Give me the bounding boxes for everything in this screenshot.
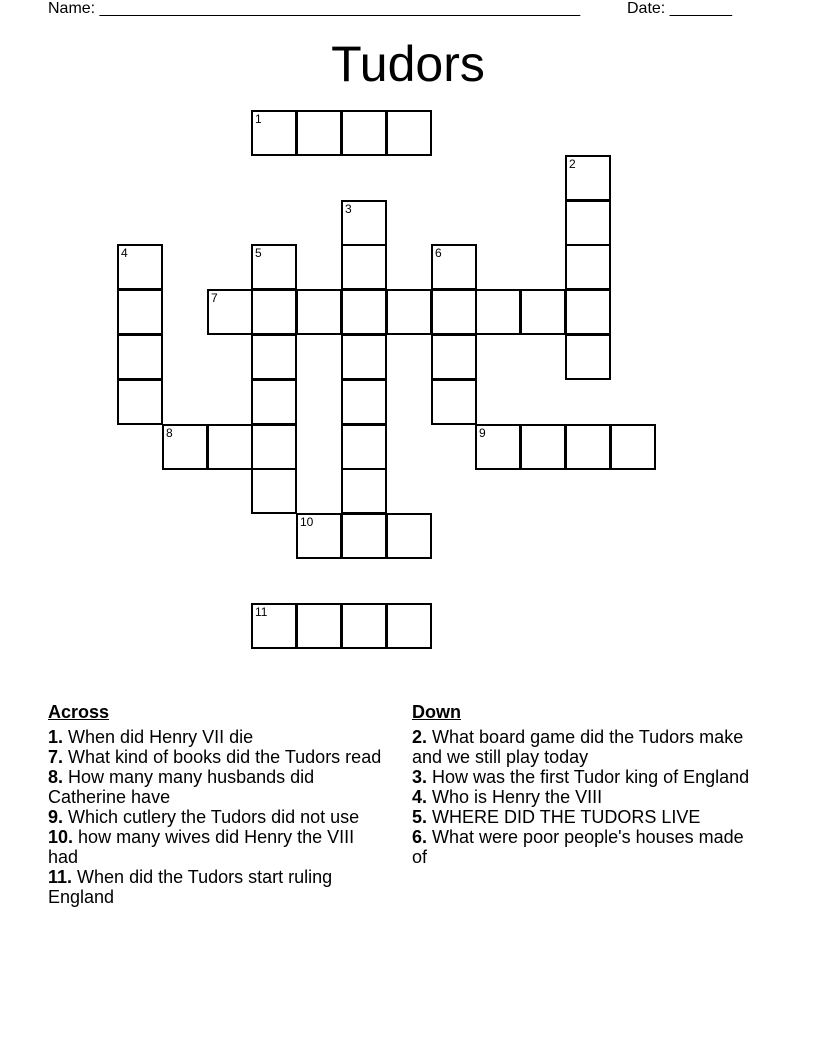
cell-number: 8 <box>166 426 173 440</box>
cell-number: 4 <box>121 246 128 260</box>
crossword-cell[interactable] <box>565 244 611 290</box>
across-heading: Across <box>48 702 110 722</box>
crossword-cell[interactable] <box>431 334 477 380</box>
crossword-cell[interactable] <box>162 424 208 470</box>
crossword-cell[interactable] <box>117 289 163 335</box>
crossword-cell[interactable] <box>565 289 611 335</box>
crossword-cell[interactable] <box>296 110 342 156</box>
clue-text: What kind of books did the Tudors read <box>68 747 382 767</box>
crossword-cell[interactable] <box>117 379 163 425</box>
crossword-cell[interactable] <box>565 200 611 246</box>
crossword-cell[interactable] <box>341 334 387 380</box>
clue-number: 5. <box>412 807 428 827</box>
clue-number: 3. <box>412 767 428 787</box>
clue-item <box>48 727 388 747</box>
across-clues <box>48 702 388 907</box>
cell-number: 11 <box>255 605 268 619</box>
clue-item <box>412 827 752 867</box>
crossword-cell[interactable] <box>341 244 387 290</box>
clue-text: How was the first Tudor king of England <box>432 767 750 787</box>
cell-number: 10 <box>300 515 314 529</box>
clue-number: 11. <box>48 867 73 887</box>
crossword-cell[interactable] <box>251 603 297 649</box>
cell-number: 2 <box>569 157 576 171</box>
clue-number: 10. <box>48 827 74 847</box>
crossword-cell[interactable] <box>251 334 297 380</box>
clue-text: How many many husbands did Catherine have <box>48 767 315 807</box>
cell-number: 5 <box>255 246 262 260</box>
crossword-cell[interactable] <box>386 513 432 559</box>
clue-item <box>48 827 388 867</box>
down-heading: Down <box>412 702 461 722</box>
clue-text: When did Henry VII die <box>68 727 254 747</box>
crossword-cell[interactable] <box>520 289 566 335</box>
crossword-cell[interactable] <box>296 289 342 335</box>
crossword-cell[interactable] <box>341 468 387 514</box>
crossword-cell[interactable] <box>386 110 432 156</box>
crossword-cell[interactable] <box>341 200 387 246</box>
cell-number: 1 <box>255 112 262 126</box>
crossword-cell[interactable] <box>386 289 432 335</box>
across-clue-list <box>48 727 388 907</box>
crossword-cell[interactable] <box>431 379 477 425</box>
crossword-cell[interactable] <box>251 244 297 290</box>
clue-number: 4. <box>412 787 428 807</box>
crossword-cell[interactable] <box>475 424 521 470</box>
crossword-cell[interactable] <box>207 289 253 335</box>
clue-number: 7. <box>48 747 64 767</box>
crossword-cell[interactable] <box>251 379 297 425</box>
clue-item <box>48 767 388 807</box>
crossword-cell[interactable] <box>565 424 611 470</box>
clue-number: 9. <box>48 807 64 827</box>
clue-number: 8. <box>48 767 64 787</box>
crossword-cell[interactable] <box>386 603 432 649</box>
crossword-cell[interactable] <box>207 424 253 470</box>
clue-number: 2. <box>412 727 428 747</box>
crossword-cell[interactable] <box>475 289 521 335</box>
clue-item <box>412 807 752 827</box>
clue-item <box>48 807 388 827</box>
clue-item <box>412 727 752 767</box>
name-field-line: Name: ______________________________________________________ <box>48 0 581 17</box>
clue-item <box>48 867 388 907</box>
cell-number: 6 <box>435 246 442 260</box>
clue-number: 6. <box>412 827 428 847</box>
crossword-cell[interactable] <box>431 244 477 290</box>
crossword-cell[interactable] <box>341 110 387 156</box>
clue-number: 1. <box>48 727 64 747</box>
clue-text: Who is Henry the VIII <box>432 787 603 807</box>
crossword-cell[interactable] <box>520 424 566 470</box>
crossword-cell[interactable] <box>341 289 387 335</box>
clue-text: Which cutlery the Tudors did not use <box>68 807 360 827</box>
crossword-cell[interactable] <box>431 289 477 335</box>
crossword-cell[interactable] <box>341 424 387 470</box>
clue-item <box>48 747 388 767</box>
date-field-line: Date: _______ <box>627 0 732 17</box>
clue-text: When did the Tudors start ruling England <box>48 867 333 907</box>
crossword-cell[interactable] <box>341 603 387 649</box>
crossword-cell[interactable] <box>341 513 387 559</box>
cell-number: 3 <box>345 202 352 216</box>
cell-number: 9 <box>479 426 486 440</box>
page-title: Tudors <box>331 36 485 92</box>
clue-text: WHERE DID THE TUDORS LIVE <box>432 807 701 827</box>
cell-number: 7 <box>211 291 218 305</box>
crossword-cell[interactable] <box>251 110 297 156</box>
crossword-cell[interactable] <box>251 468 297 514</box>
clue-text: how many wives did Henry the VIII had <box>48 827 355 867</box>
crossword-cell[interactable] <box>565 155 611 201</box>
down-clues <box>412 702 752 867</box>
crossword-cell[interactable] <box>341 379 387 425</box>
crossword-cell[interactable] <box>296 513 342 559</box>
crossword-cell[interactable] <box>117 334 163 380</box>
clue-text: What board game did the Tudors make and we still play today <box>412 727 744 767</box>
crossword-cell[interactable] <box>565 334 611 380</box>
crossword-cell[interactable] <box>610 424 656 470</box>
crossword-cell[interactable] <box>251 289 297 335</box>
down-clue-list <box>412 727 752 867</box>
crossword-cell[interactable] <box>251 424 297 470</box>
clue-item <box>412 767 752 787</box>
crossword-cell[interactable] <box>296 603 342 649</box>
crossword-cell[interactable] <box>117 244 163 290</box>
clue-item <box>412 787 752 807</box>
clue-text: What were poor people's houses made of <box>412 827 744 867</box>
